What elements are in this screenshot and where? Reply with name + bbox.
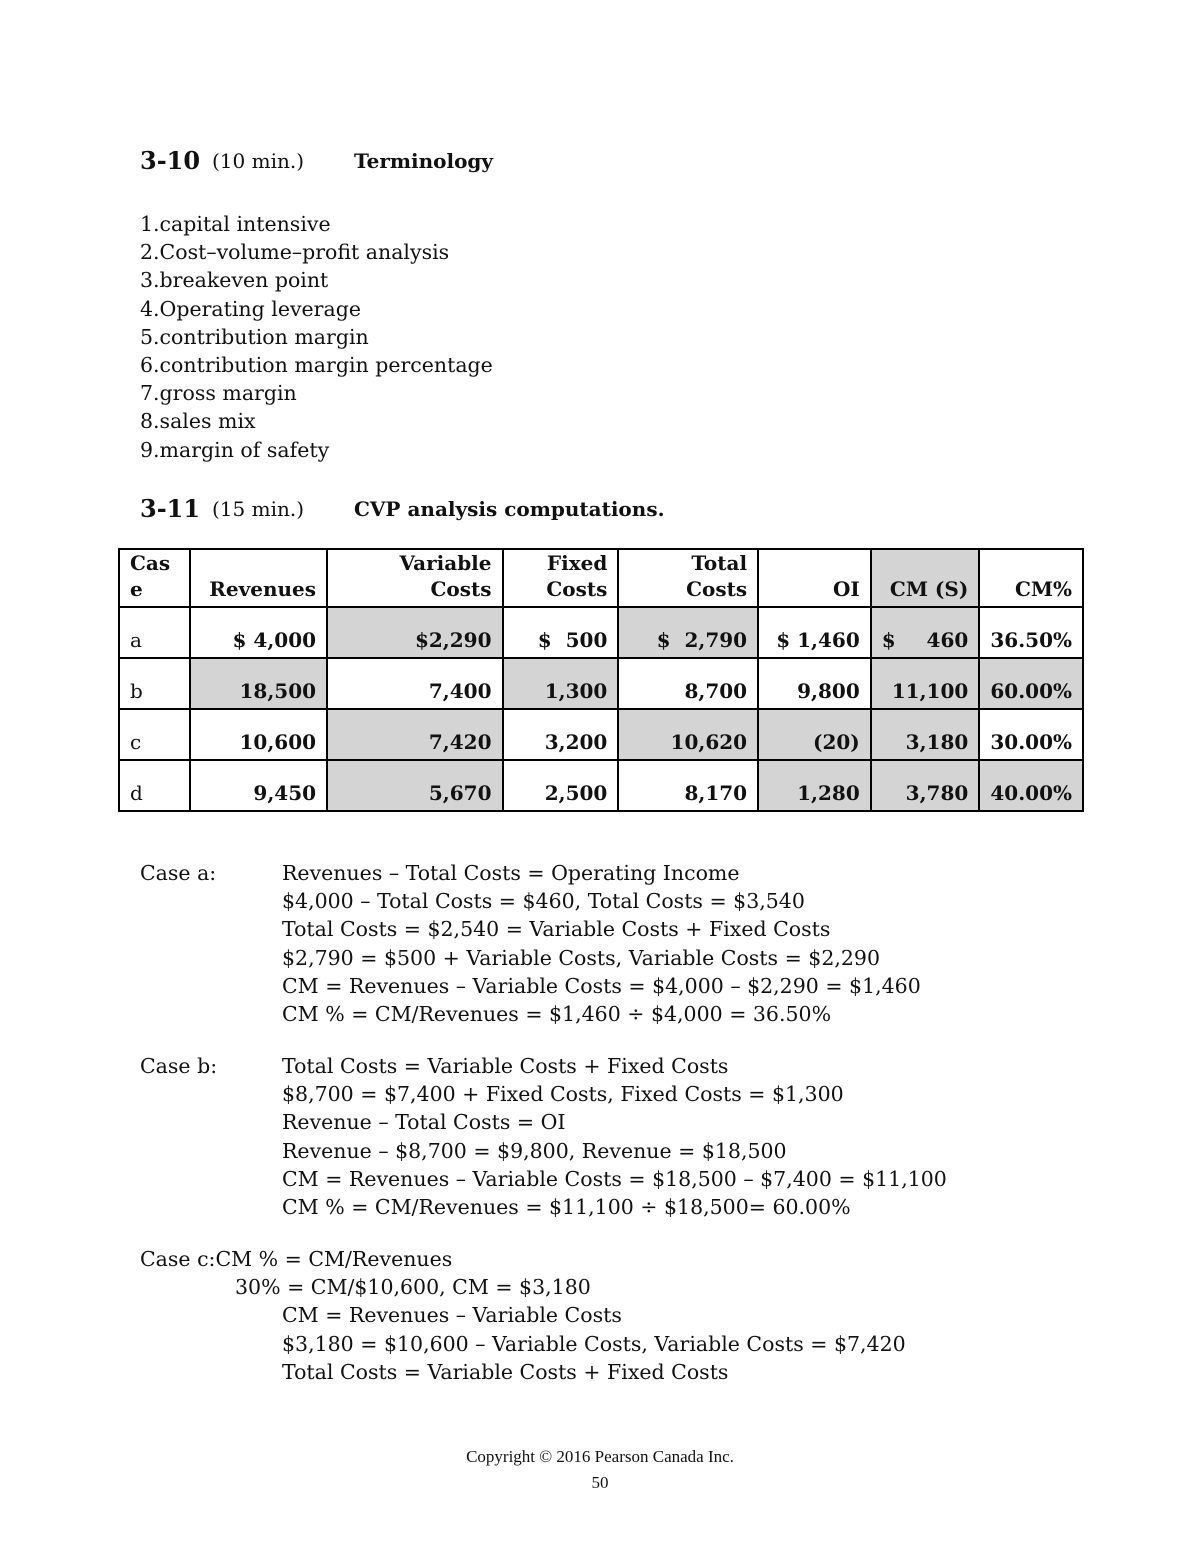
list-item: 7.gross margin	[140, 381, 297, 406]
cell-fixed-costs: 2,500	[503, 760, 619, 811]
list-item: 8.sales mix	[140, 409, 256, 434]
calc-line: Total Costs = $2,540 = Variable Costs + Fixed Costs	[282, 917, 831, 942]
cm-value: 3,780	[905, 781, 969, 805]
calc-line: CM % = CM/Revenues = $1,460 ÷ $4,000 = 36.50%	[282, 1002, 832, 1027]
calc-line: Total Costs = Variable Costs + Fixed Costs	[282, 1054, 729, 1078]
cell-revenues: 18,500	[190, 658, 327, 709]
page-number: 50	[591, 1473, 609, 1492]
cell-case: d	[119, 760, 190, 811]
cell-cm-percent: 40.00%	[979, 760, 1083, 811]
calc-line: Revenue – Total Costs = OI	[282, 1110, 566, 1135]
calc-line: CM = Revenues – Variable Costs	[282, 1303, 622, 1328]
cell-variable-costs: 7,420	[327, 709, 502, 760]
cell-cm	[871, 607, 980, 658]
table-row	[119, 607, 1083, 658]
cell-total-costs: 8,170	[618, 760, 758, 811]
cell-case: b	[119, 658, 190, 709]
calc-line: $8,700 = $7,400 + Fixed Costs, Fixed Costs = $1,300	[282, 1082, 844, 1107]
header-case: Cas e	[119, 549, 190, 607]
cell-cm	[871, 760, 980, 811]
cell-oi: 9,800	[758, 658, 871, 709]
table-row	[119, 760, 1083, 811]
calc-line: $4,000 – Total Costs = $460, Total Costs = $3,540	[282, 889, 805, 914]
section-time: (15 min.)	[212, 497, 305, 521]
cell-case: c	[119, 709, 190, 760]
table-row	[119, 658, 1083, 709]
calc-line: CM = Revenues – Variable Costs = $4,000 – $2,290 = $1,460	[282, 973, 921, 998]
section-number: 3-11	[140, 494, 201, 523]
calc-line: CM = Revenues – Variable Costs = $18,500 – $7,400 = $11,100	[282, 1166, 947, 1191]
header-cm: CM (S)	[871, 549, 980, 607]
list-item: 2.Cost–volume–profit analysis	[140, 240, 450, 265]
section-title: Terminology	[354, 149, 494, 173]
list-item: 3.breakeven point	[140, 268, 329, 293]
case-c-second-line: 30% = CM/$10,600, CM = $3,180	[235, 1275, 591, 1300]
copyright-notice: Copyright © 2016 Pearson Canada Inc.	[466, 1447, 734, 1466]
cell-total-costs: $ 2,790	[618, 607, 758, 658]
cm-value: 460	[926, 628, 969, 652]
cell-oi: $ 1,460	[758, 607, 871, 658]
header-revenues: Revenues	[190, 549, 327, 607]
calc-line: Revenues – Total Costs = Operating Income	[282, 861, 740, 885]
cell-variable-costs: 7,400	[327, 658, 502, 709]
calc-line: $3,180 = $10,600 – Variable Costs, Variable Costs = $7,420	[282, 1331, 906, 1356]
cell-oi: 1,280	[758, 760, 871, 811]
cell-cm-percent: 60.00%	[979, 658, 1083, 709]
terminology-list	[140, 210, 493, 464]
cell-fixed-costs: 3,200	[503, 709, 619, 760]
calc-line: $2,790 = $500 + Variable Costs, Variable Costs = $2,290	[282, 945, 881, 970]
cell-cm	[871, 658, 980, 709]
header-fixed-costs: Fixed Costs	[503, 549, 619, 607]
cell-variable-costs: $2,290	[327, 607, 502, 658]
section-3-11-heading	[140, 494, 665, 523]
table-row	[119, 709, 1083, 760]
cell-revenues: $ 4,000	[190, 607, 327, 658]
list-item: 5.contribution margin	[140, 324, 369, 349]
cell-oi: (20)	[758, 709, 871, 760]
cell-cm	[871, 709, 980, 760]
cell-case: a	[119, 607, 190, 658]
case-a-label: Case a:	[140, 861, 217, 885]
section-title: CVP analysis computations.	[354, 497, 665, 521]
section-time: (10 min.)	[212, 149, 305, 173]
cell-variable-costs: 5,670	[327, 760, 502, 811]
cell-revenues: 10,600	[190, 709, 327, 760]
table-header-row	[119, 549, 1083, 607]
cm-currency: $	[881, 628, 896, 652]
cell-cm-percent: 36.50%	[979, 607, 1083, 658]
list-item: 4.Operating leverage	[140, 296, 361, 321]
case-b-label: Case b:	[140, 1054, 218, 1078]
case-c-block	[140, 1245, 906, 1386]
calc-line: Total Costs = Variable Costs + Fixed Costs	[282, 1359, 729, 1384]
header-oi: OI	[758, 549, 871, 607]
cell-fixed-costs: $ 500	[503, 607, 619, 658]
header-cm-percent: CM%	[979, 549, 1083, 607]
cell-revenues: 9,450	[190, 760, 327, 811]
cm-value: 11,100	[891, 679, 969, 703]
list-item: 1.capital intensive	[140, 212, 331, 236]
cell-total-costs: 10,620	[618, 709, 758, 760]
calc-line: CM % = CM/Revenues = $11,100 ÷ $18,500= 60.00%	[282, 1195, 851, 1220]
cell-fixed-costs: 1,300	[503, 658, 619, 709]
section-3-10-heading	[140, 146, 494, 175]
cell-cm-percent: 30.00%	[979, 709, 1083, 760]
list-item: 9.margin of safety	[140, 437, 330, 462]
cvp-table	[118, 548, 1084, 812]
header-variable-costs: Variable Costs	[327, 549, 502, 607]
section-number: 3-10	[140, 146, 201, 175]
list-item: 6.contribution margin percentage	[140, 353, 493, 378]
cm-value: 3,180	[905, 730, 969, 754]
calc-line: Revenue – $8,700 = $9,800, Revenue = $18,500	[282, 1138, 787, 1163]
cell-total-costs: 8,700	[618, 658, 758, 709]
case-c-first-line: Case c:CM % = CM/Revenues	[140, 1247, 453, 1271]
header-total-costs: Total Costs	[618, 549, 758, 607]
